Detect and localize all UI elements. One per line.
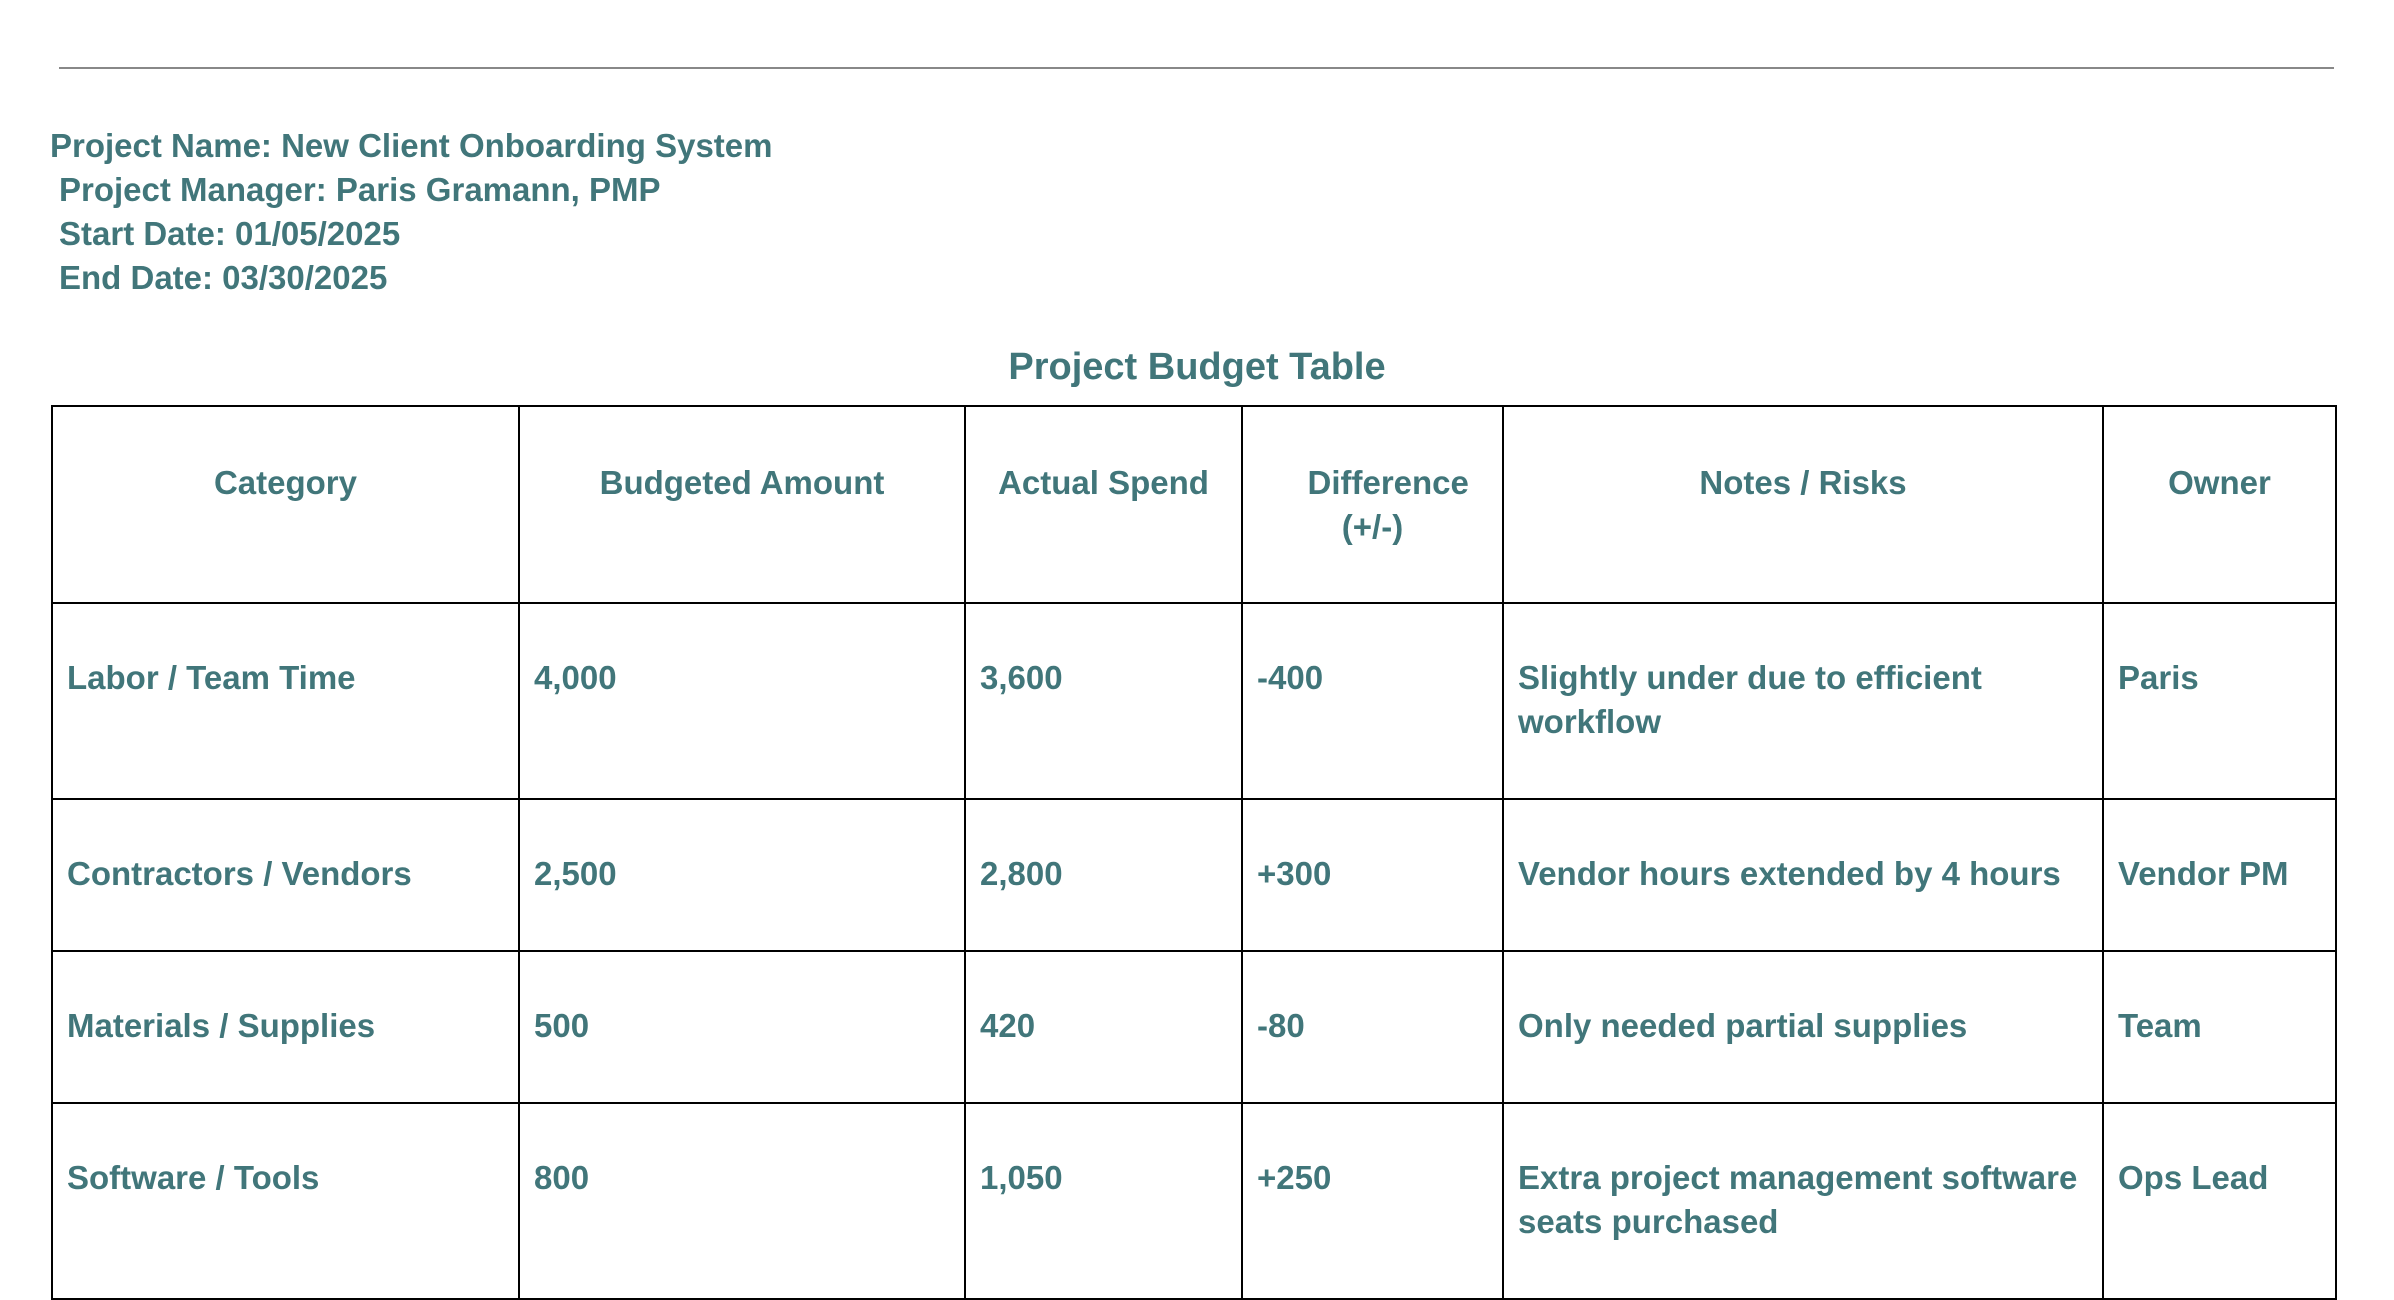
cell-owner: Vendor PM bbox=[2103, 799, 2336, 951]
cell-category: Labor / Team Time bbox=[52, 603, 519, 799]
project-info bbox=[50, 124, 773, 300]
column-header-actual-spend: Actual Spend bbox=[965, 406, 1242, 603]
cell-difference: +300 bbox=[1242, 799, 1503, 951]
column-header-category: Category bbox=[52, 406, 519, 603]
cell-budgeted-amount: 500 bbox=[519, 951, 965, 1103]
project-manager: Project Manager: Paris Gramann, PMP bbox=[59, 171, 661, 208]
cell-category: Software / Tools bbox=[52, 1103, 519, 1299]
cell-difference: -80 bbox=[1242, 951, 1503, 1103]
column-header-difference: Difference (+/-) bbox=[1242, 406, 1503, 603]
cell-budgeted-amount: 2,500 bbox=[519, 799, 965, 951]
cell-notes-risks: Vendor hours extended by 4 hours bbox=[1503, 799, 2103, 951]
cell-budgeted-amount: 4,000 bbox=[519, 603, 965, 799]
cell-difference: +250 bbox=[1242, 1103, 1503, 1299]
cell-actual-spend: 420 bbox=[965, 951, 1242, 1103]
column-header-budgeted-amount: Budgeted Amount bbox=[519, 406, 965, 603]
cell-notes-risks: Extra project management software seats purchased bbox=[1503, 1103, 2103, 1299]
cell-budgeted-amount: 800 bbox=[519, 1103, 965, 1299]
budget-table bbox=[51, 405, 2337, 1300]
cell-notes-risks: Slightly under due to efficient workflow bbox=[1503, 603, 2103, 799]
table-row bbox=[52, 603, 2336, 799]
column-header-owner: Owner bbox=[2103, 406, 2336, 603]
table-title: Project Budget Table bbox=[1008, 346, 1386, 388]
column-header-notes-risks: Notes / Risks bbox=[1503, 406, 2103, 603]
cell-category: Materials / Supplies bbox=[52, 951, 519, 1103]
cell-owner: Team bbox=[2103, 951, 2336, 1103]
top-divider bbox=[59, 67, 2334, 69]
cell-difference: -400 bbox=[1242, 603, 1503, 799]
cell-category: Contractors / Vendors bbox=[52, 799, 519, 951]
cell-owner: Ops Lead bbox=[2103, 1103, 2336, 1299]
end-date: End Date: 03/30/2025 bbox=[59, 259, 388, 296]
project-name: Project Name: New Client Onboarding System bbox=[50, 127, 773, 164]
table-row bbox=[52, 1103, 2336, 1299]
cell-actual-spend: 2,800 bbox=[965, 799, 1242, 951]
table-row bbox=[52, 799, 2336, 951]
cell-owner: Paris bbox=[2103, 603, 2336, 799]
start-date: Start Date: 01/05/2025 bbox=[59, 215, 401, 252]
cell-actual-spend: 1,050 bbox=[965, 1103, 1242, 1299]
table-row bbox=[52, 951, 2336, 1103]
cell-notes-risks: Only needed partial supplies bbox=[1503, 951, 2103, 1103]
cell-actual-spend: 3,600 bbox=[965, 603, 1242, 799]
table-header-row bbox=[52, 406, 2336, 603]
